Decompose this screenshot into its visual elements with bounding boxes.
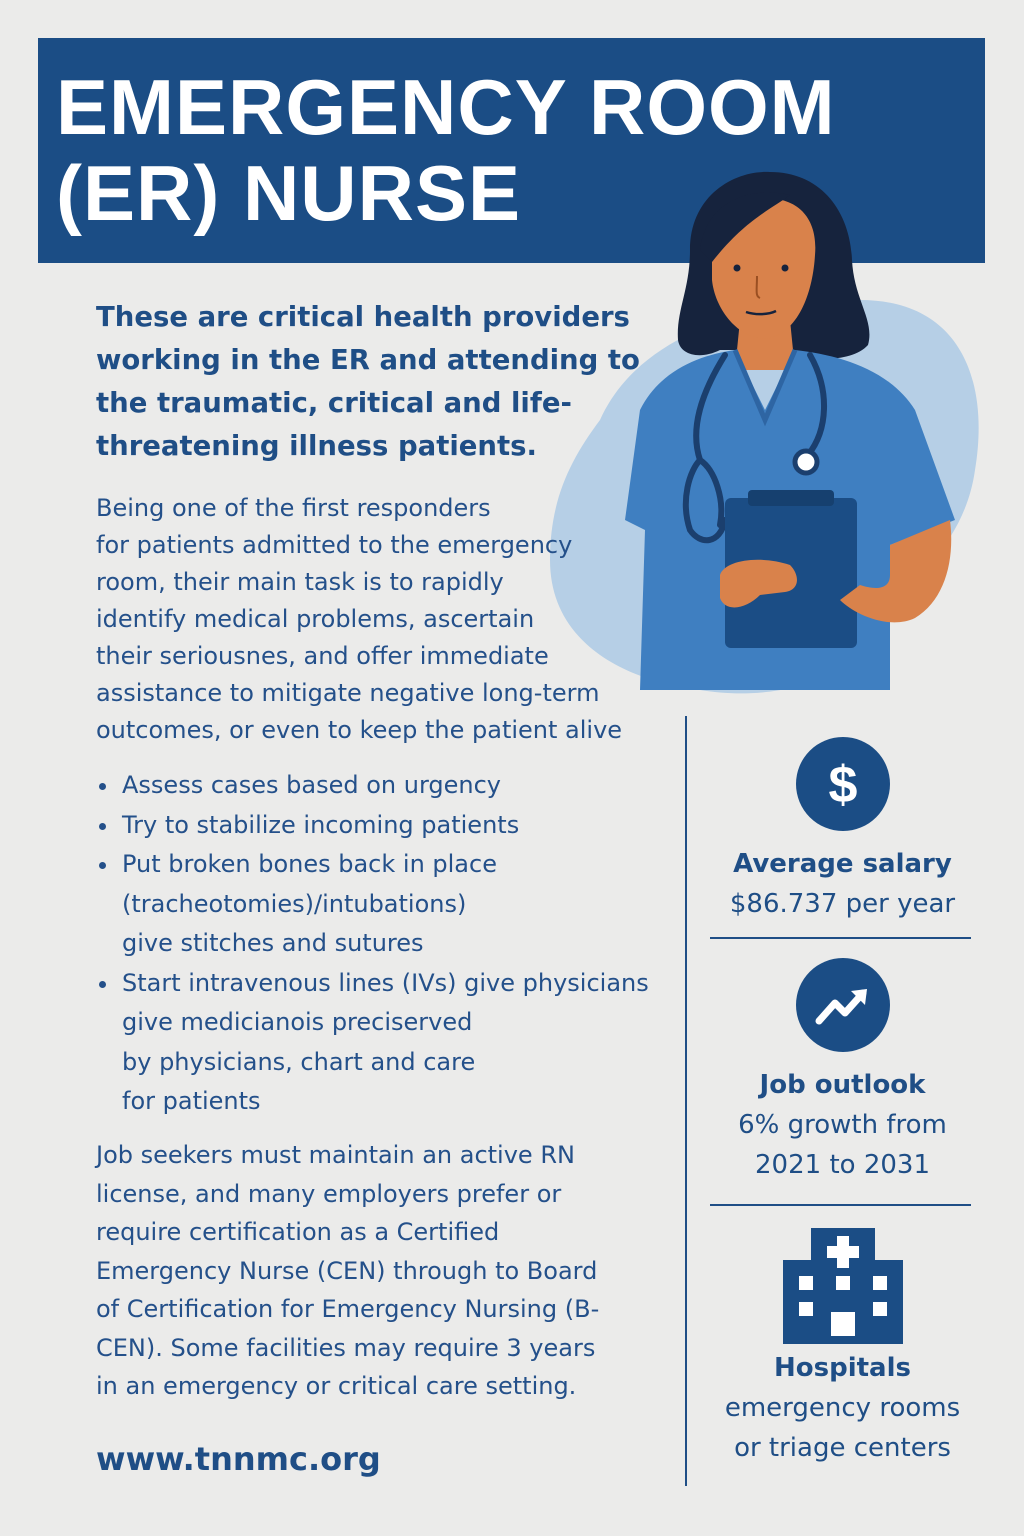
requirements-line: Emergency Nurse (CEN) through to Board (96, 1256, 598, 1285)
requirements-line: CEN). Some facilities may require 3 years (96, 1333, 596, 1362)
requirements-line: of Certification for Emergency Nursing (B- (96, 1295, 600, 1323)
list-item-text: by physicians, chart and care (122, 1047, 476, 1076)
outlook-stat (705, 957, 980, 1185)
description-line: Being one of the first responders (96, 494, 491, 522)
website-link[interactable]: www.tnnmc.org (96, 1440, 381, 1478)
outlook-value-line: 6% growth from (738, 1110, 947, 1140)
description-line: for patients admitted to the emergency (96, 531, 573, 559)
list-item-text: give stitches and sutures (122, 929, 424, 957)
list-item-text: Assess cases based on urgency (122, 771, 501, 799)
description-line: assistance to mitigate negative long-term (96, 679, 600, 707)
page-title-line-1: EMERGENCY ROOM (56, 63, 836, 151)
list-item-text: Put broken bones back in place (122, 850, 497, 878)
description-line: their seriousnes, and offer immediate (96, 642, 549, 670)
list-item (96, 964, 696, 1122)
requirements-line: in an emergency or critical care setting. (96, 1372, 577, 1400)
list-item (96, 845, 696, 964)
list-item (96, 766, 696, 806)
list-item-text: for patients (122, 1087, 261, 1115)
description-line: outcomes, or even to keep the patient alive (96, 716, 623, 744)
requirements-line: Job seekers must maintain an active RN (96, 1141, 575, 1169)
role-description (96, 490, 656, 749)
workplace-label: Hospitals (774, 1353, 911, 1383)
outlook-label: Job outlook (759, 1070, 926, 1100)
svg-text:$: $ (828, 756, 857, 814)
list-item-text: Start intravenous lines (IVs) give physicians (122, 968, 649, 997)
page-title-line-2: (ER) NURSE (56, 149, 522, 237)
list-item-text: (tracheotomies)/intubations) (122, 889, 467, 918)
dollar-icon (795, 736, 891, 832)
list-item (96, 806, 696, 846)
hospital-icon (781, 1226, 905, 1346)
requirements-line: require certification as a Certified (96, 1218, 500, 1246)
list-item-text: give medicianois preciserved (122, 1008, 473, 1036)
outlook-value-line: 2021 to 2031 (755, 1150, 930, 1180)
requirements-paragraph (96, 1136, 676, 1406)
workplace-stat (705, 1226, 980, 1468)
salary-value: $86.737 per year (729, 889, 956, 919)
stat-divider (710, 937, 971, 939)
workplace-value-line: or triage centers (734, 1433, 951, 1463)
stat-divider (710, 1204, 971, 1206)
trend-up-icon (795, 957, 891, 1053)
lead-statement: These are critical health providers working in the ER and attending to the traumatic, critical and life-threatening illness patients. (96, 301, 640, 462)
description-line: identify medical problems, ascertain (96, 605, 535, 633)
duties-list (96, 766, 696, 1122)
list-item-text: Try to stabilize incoming patients (122, 810, 520, 839)
salary-label: Average salary (733, 849, 952, 879)
salary-stat (705, 736, 980, 924)
description-line: room, their main task is to rapidly (96, 568, 504, 596)
workplace-value-line: emergency rooms (724, 1393, 961, 1423)
requirements-line: license, and many employers prefer or (96, 1179, 562, 1208)
column-divider (685, 716, 687, 1486)
